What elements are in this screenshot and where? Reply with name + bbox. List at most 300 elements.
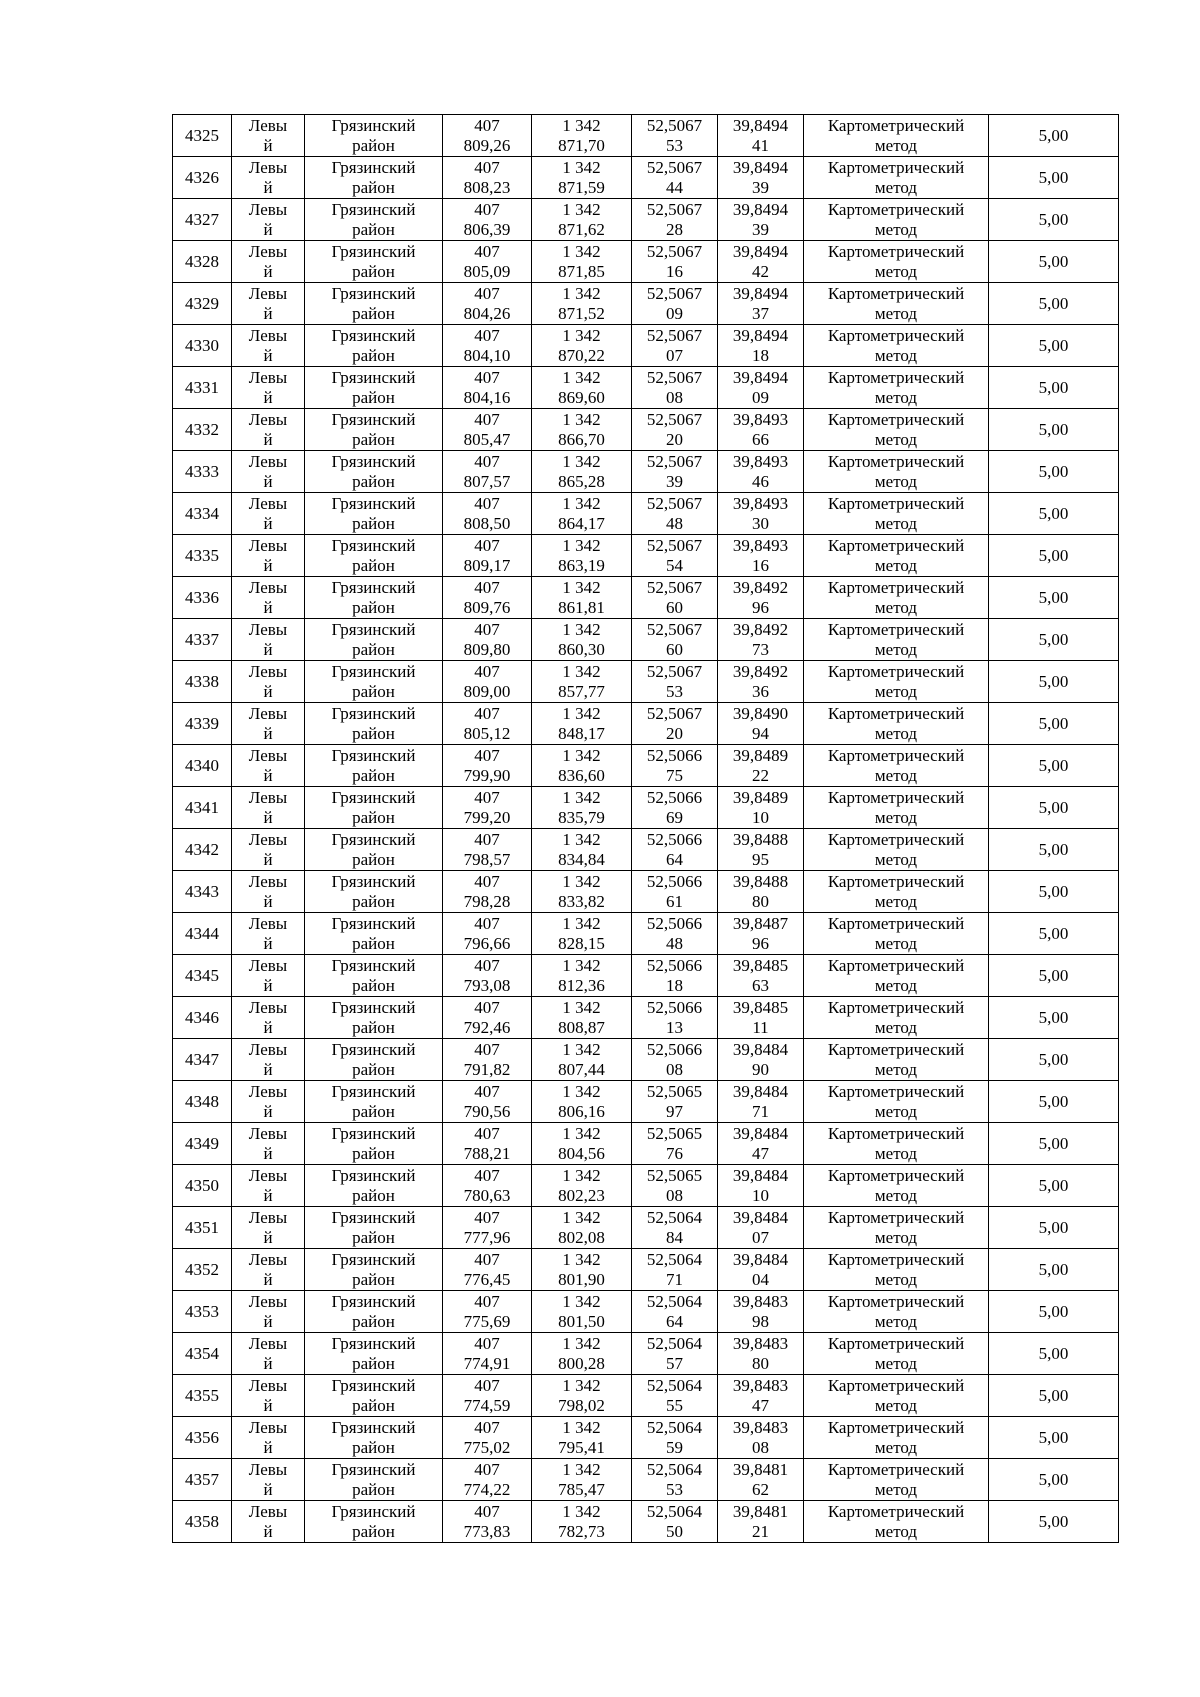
method-line: Картометрический [827,1333,965,1353]
latitude-cell [632,703,718,745]
bank-side-line: й [263,1437,273,1457]
bank-side-cell [232,1123,305,1165]
point-number-cell: 4344 [173,913,232,955]
district-cell [305,241,443,283]
longitude-line: 39,8483 [732,1417,789,1437]
method-line: метод [874,597,918,617]
bank-side-cell [232,1333,305,1375]
method-line: метод [874,1227,918,1247]
method-line: метод [874,345,918,365]
method-line: метод [874,1395,918,1415]
district-line: Грязинский [331,997,416,1017]
x-coordinate-line: 407 [474,745,500,765]
y-coordinate-line: 866,70 [558,429,605,449]
accuracy-cell: 5,00 [989,283,1119,325]
y-coordinate-line: 1 342 [562,1123,601,1143]
x-coordinate-line: 798,57 [463,849,511,869]
latitude-line: 18 [666,975,683,995]
method-cell [804,913,989,955]
x-coordinate-line: 804,10 [463,345,511,365]
latitude-line: 09 [666,303,683,323]
longitude-line: 39,8494 [732,325,789,345]
latitude-cell [632,1165,718,1207]
longitude-line: 39,8488 [732,871,789,891]
y-coordinate-line: 857,77 [558,681,605,701]
latitude-cell [632,871,718,913]
latitude-cell [632,157,718,199]
longitude-line: 10 [752,807,769,827]
point-number-cell: 4341 [173,787,232,829]
method-line: Картометрический [827,913,965,933]
longitude-cell [718,661,804,703]
longitude-line: 39,8488 [732,829,789,849]
y-coordinate-line: 807,44 [558,1059,605,1079]
point-number-cell: 4343 [173,871,232,913]
longitude-line: 39,8494 [732,115,789,135]
longitude-line: 39,8484 [732,1081,789,1101]
longitude-line: 39,8494 [732,283,789,303]
method-cell [804,535,989,577]
bank-side-line: й [263,135,273,155]
method-line: метод [874,1017,918,1037]
y-coordinate-line: 1 342 [562,1165,601,1185]
longitude-line: 39,8484 [732,1165,789,1185]
x-coordinate-line: 407 [474,703,500,723]
bank-side-cell [232,409,305,451]
y-coordinate-line: 860,30 [558,639,605,659]
x-coordinate-line: 407 [474,661,500,681]
longitude-line: 39,8489 [732,787,789,807]
longitude-cell [718,367,804,409]
y-coordinate-line: 1 342 [562,1249,601,1269]
accuracy-cell: 5,00 [989,1165,1119,1207]
longitude-line: 39,8485 [732,955,789,975]
bank-side-line: й [263,219,273,239]
bank-side-line: й [263,429,273,449]
district-line: район [352,219,395,239]
latitude-line: 52,5064 [646,1375,703,1395]
x-coordinate-line: 407 [474,1333,500,1353]
method-cell [804,493,989,535]
district-line: Грязинский [331,871,416,891]
bank-side-line: й [263,1185,273,1205]
x-coordinate-line: 407 [474,493,500,513]
x-coordinate-line: 774,91 [463,1353,511,1373]
method-line: Картометрический [827,661,965,681]
point-number-cell: 4350 [173,1165,232,1207]
latitude-cell [632,955,718,997]
method-line: метод [874,303,918,323]
district-line: Грязинский [331,1123,416,1143]
district-cell [305,1291,443,1333]
longitude-line: 08 [752,1437,769,1457]
y-coordinate-line: 1 342 [562,199,601,219]
bank-side-line: й [263,639,273,659]
method-cell [804,451,989,493]
x-coordinate-cell [443,829,532,871]
longitude-line: 39,8492 [732,661,789,681]
longitude-line: 30 [752,513,769,533]
latitude-line: 20 [666,723,683,743]
method-line: метод [874,681,918,701]
method-line: Картометрический [827,1459,965,1479]
table-row [173,1207,1119,1249]
latitude-line: 52,5064 [646,1249,703,1269]
district-cell [305,283,443,325]
x-coordinate-line: 798,28 [463,891,511,911]
y-coordinate-line: 795,41 [558,1437,605,1457]
latitude-line: 52,5066 [646,997,703,1017]
method-line: метод [874,261,918,281]
x-coordinate-cell [443,283,532,325]
longitude-cell [718,493,804,535]
accuracy-cell: 5,00 [989,1291,1119,1333]
district-line: район [352,387,395,407]
x-coordinate-line: 407 [474,535,500,555]
district-line: Грязинский [331,493,416,513]
x-coordinate-line: 799,20 [463,807,511,827]
district-cell [305,1333,443,1375]
district-line: район [352,513,395,533]
longitude-line: 39,8484 [732,1249,789,1269]
table-row [173,871,1119,913]
latitude-cell [632,367,718,409]
district-line: Грязинский [331,115,416,135]
bank-side-line: й [263,1017,273,1037]
district-line: район [352,1521,395,1541]
x-coordinate-line: 804,16 [463,387,511,407]
district-line: Грязинский [331,451,416,471]
method-cell [804,1291,989,1333]
latitude-line: 52,5065 [646,1123,703,1143]
longitude-cell [718,1333,804,1375]
latitude-cell [632,1291,718,1333]
table-row [173,115,1119,157]
point-number-cell: 4329 [173,283,232,325]
district-line: район [352,1101,395,1121]
y-coordinate-line: 1 342 [562,115,601,135]
longitude-cell [718,1039,804,1081]
table-row [173,1375,1119,1417]
x-coordinate-cell [443,1207,532,1249]
bank-side-cell [232,157,305,199]
bank-side-cell [232,367,305,409]
x-coordinate-cell [443,619,532,661]
longitude-line: 09 [752,387,769,407]
latitude-cell [632,997,718,1039]
longitude-cell [718,787,804,829]
longitude-line: 39,8483 [732,1291,789,1311]
x-coordinate-line: 407 [474,955,500,975]
latitude-cell [632,619,718,661]
latitude-line: 48 [666,513,683,533]
x-coordinate-line: 788,21 [463,1143,511,1163]
y-coordinate-cell [532,1207,632,1249]
point-number-cell: 4332 [173,409,232,451]
latitude-line: 52,5066 [646,829,703,849]
accuracy-cell: 5,00 [989,241,1119,283]
latitude-cell [632,1375,718,1417]
bank-side-cell [232,1081,305,1123]
y-coordinate-line: 1 342 [562,745,601,765]
district-line: район [352,177,395,197]
longitude-cell [718,409,804,451]
method-cell [804,409,989,451]
y-coordinate-cell [532,787,632,829]
bank-side-cell [232,1249,305,1291]
longitude-line: 47 [752,1143,769,1163]
district-line: район [352,1269,395,1289]
longitude-line: 90 [752,1059,769,1079]
x-coordinate-cell [443,1123,532,1165]
bank-side-line: Левы [248,577,288,597]
method-cell [804,1375,989,1417]
district-cell [305,367,443,409]
district-cell [305,1459,443,1501]
longitude-cell [718,157,804,199]
x-coordinate-line: 773,83 [463,1521,511,1541]
latitude-line: 52,5067 [646,199,703,219]
longitude-cell [718,871,804,913]
x-coordinate-line: 791,82 [463,1059,511,1079]
x-coordinate-line: 808,23 [463,177,511,197]
method-cell [804,997,989,1039]
table-row [173,1333,1119,1375]
latitude-line: 52,5064 [646,1417,703,1437]
method-line: Картометрический [827,871,965,891]
x-coordinate-cell [443,913,532,955]
bank-side-line: й [263,849,273,869]
latitude-line: 52,5067 [646,367,703,387]
table-row [173,619,1119,661]
x-coordinate-line: 806,39 [463,219,511,239]
x-coordinate-cell [443,1165,532,1207]
longitude-line: 39,8492 [732,577,789,597]
bank-side-cell [232,451,305,493]
y-coordinate-line: 806,16 [558,1101,605,1121]
district-line: район [352,639,395,659]
latitude-line: 39 [666,471,683,491]
method-cell [804,577,989,619]
latitude-line: 55 [666,1395,683,1415]
longitude-line: 39,8481 [732,1501,789,1521]
bank-side-line: й [263,681,273,701]
bank-side-line: й [263,807,273,827]
longitude-cell [718,1417,804,1459]
district-line: Грязинский [331,1375,416,1395]
latitude-line: 50 [666,1521,683,1541]
longitude-line: 94 [752,723,769,743]
latitude-cell [632,1417,718,1459]
table-row [173,1165,1119,1207]
point-number-cell: 4333 [173,451,232,493]
longitude-line: 42 [752,261,769,281]
y-coordinate-cell [532,241,632,283]
x-coordinate-line: 407 [474,1417,500,1437]
bank-side-line: Левы [248,1123,288,1143]
bank-side-line: Левы [248,1039,288,1059]
y-coordinate-cell [532,913,632,955]
district-line: район [352,1143,395,1163]
latitude-cell [632,577,718,619]
district-line: Грязинский [331,1207,416,1227]
x-coordinate-line: 792,46 [463,1017,511,1037]
latitude-cell [632,1249,718,1291]
y-coordinate-line: 1 342 [562,157,601,177]
y-coordinate-line: 802,23 [558,1185,605,1205]
longitude-cell [718,1249,804,1291]
table-row [173,577,1119,619]
method-line: Картометрический [827,409,965,429]
bank-side-line: Левы [248,367,288,387]
bank-side-cell [232,1501,305,1543]
table-row [173,661,1119,703]
x-coordinate-line: 790,56 [463,1101,511,1121]
y-coordinate-line: 1 342 [562,661,601,681]
district-cell [305,493,443,535]
district-line: район [352,1437,395,1457]
district-cell [305,745,443,787]
x-coordinate-line: 407 [474,1501,500,1521]
longitude-cell [718,913,804,955]
latitude-line: 52,5066 [646,745,703,765]
y-coordinate-cell [532,493,632,535]
point-number-cell: 4358 [173,1501,232,1543]
district-cell [305,1081,443,1123]
method-line: Картометрический [827,199,965,219]
y-coordinate-line: 802,08 [558,1227,605,1247]
longitude-line: 71 [752,1101,769,1121]
latitude-line: 52,5067 [646,703,703,723]
x-coordinate-cell [443,1333,532,1375]
table-row [173,367,1119,409]
bank-side-cell [232,703,305,745]
district-line: Грязинский [331,1291,416,1311]
x-coordinate-line: 774,22 [463,1479,511,1499]
longitude-line: 39,8489 [732,745,789,765]
method-line: Картометрический [827,577,965,597]
x-coordinate-cell [443,1249,532,1291]
point-number-cell: 4337 [173,619,232,661]
latitude-line: 97 [666,1101,683,1121]
bank-side-line: й [263,1353,273,1373]
table-row [173,1417,1119,1459]
bank-side-line: й [263,261,273,281]
table-row [173,787,1119,829]
accuracy-cell: 5,00 [989,325,1119,367]
x-coordinate-cell [443,325,532,367]
district-line: Грязинский [331,199,416,219]
method-line: Картометрический [827,241,965,261]
method-cell [804,745,989,787]
district-line: район [352,849,395,869]
bank-side-line: Левы [248,325,288,345]
x-coordinate-line: 809,00 [463,681,511,701]
latitude-line: 64 [666,849,683,869]
x-coordinate-cell [443,1417,532,1459]
bank-side-cell [232,619,305,661]
point-number-cell: 4349 [173,1123,232,1165]
district-line: Грязинский [331,913,416,933]
latitude-line: 07 [666,345,683,365]
x-coordinate-line: 809,76 [463,597,511,617]
y-coordinate-line: 863,19 [558,555,605,575]
method-cell [804,241,989,283]
district-line: район [352,135,395,155]
longitude-line: 73 [752,639,769,659]
method-line: метод [874,1101,918,1121]
x-coordinate-line: 407 [474,1123,500,1143]
bank-side-cell [232,871,305,913]
longitude-line: 39,8494 [732,157,789,177]
method-cell [804,199,989,241]
longitude-line: 04 [752,1269,769,1289]
latitude-line: 53 [666,135,683,155]
latitude-cell [632,241,718,283]
district-cell [305,199,443,241]
accuracy-cell: 5,00 [989,157,1119,199]
method-line: метод [874,849,918,869]
district-cell [305,787,443,829]
y-coordinate-line: 798,02 [558,1395,605,1415]
bank-side-cell [232,283,305,325]
y-coordinate-line: 1 342 [562,535,601,555]
latitude-line: 52,5067 [646,409,703,429]
longitude-cell [718,325,804,367]
district-line: Грязинский [331,661,416,681]
table-row [173,199,1119,241]
district-cell [305,325,443,367]
point-number-cell: 4351 [173,1207,232,1249]
method-line: метод [874,639,918,659]
x-coordinate-line: 407 [474,1081,500,1101]
method-line: метод [874,555,918,575]
x-coordinate-line: 809,17 [463,555,511,575]
y-coordinate-line: 1 342 [562,1459,601,1479]
longitude-line: 39 [752,177,769,197]
latitude-cell [632,199,718,241]
longitude-cell [718,997,804,1039]
y-coordinate-line: 836,60 [558,765,605,785]
y-coordinate-line: 1 342 [562,703,601,723]
longitude-line: 39,8485 [732,997,789,1017]
point-number-cell: 4354 [173,1333,232,1375]
method-line: метод [874,765,918,785]
x-coordinate-line: 775,69 [463,1311,511,1331]
latitude-line: 64 [666,1311,683,1331]
method-line: метод [874,975,918,995]
district-line: Грязинский [331,577,416,597]
accuracy-cell: 5,00 [989,787,1119,829]
district-line: район [352,765,395,785]
latitude-line: 52,5064 [646,1459,703,1479]
bank-side-line: Левы [248,703,288,723]
latitude-line: 53 [666,1479,683,1499]
bank-side-line: й [263,1479,273,1499]
table-row [173,997,1119,1039]
district-line: район [352,1395,395,1415]
longitude-cell [718,1291,804,1333]
district-cell [305,535,443,577]
district-cell [305,1417,443,1459]
district-line: район [352,429,395,449]
point-number-cell: 4331 [173,367,232,409]
latitude-line: 16 [666,261,683,281]
longitude-cell [718,241,804,283]
method-cell [804,1207,989,1249]
bank-side-line: й [263,1395,273,1415]
district-cell [305,619,443,661]
